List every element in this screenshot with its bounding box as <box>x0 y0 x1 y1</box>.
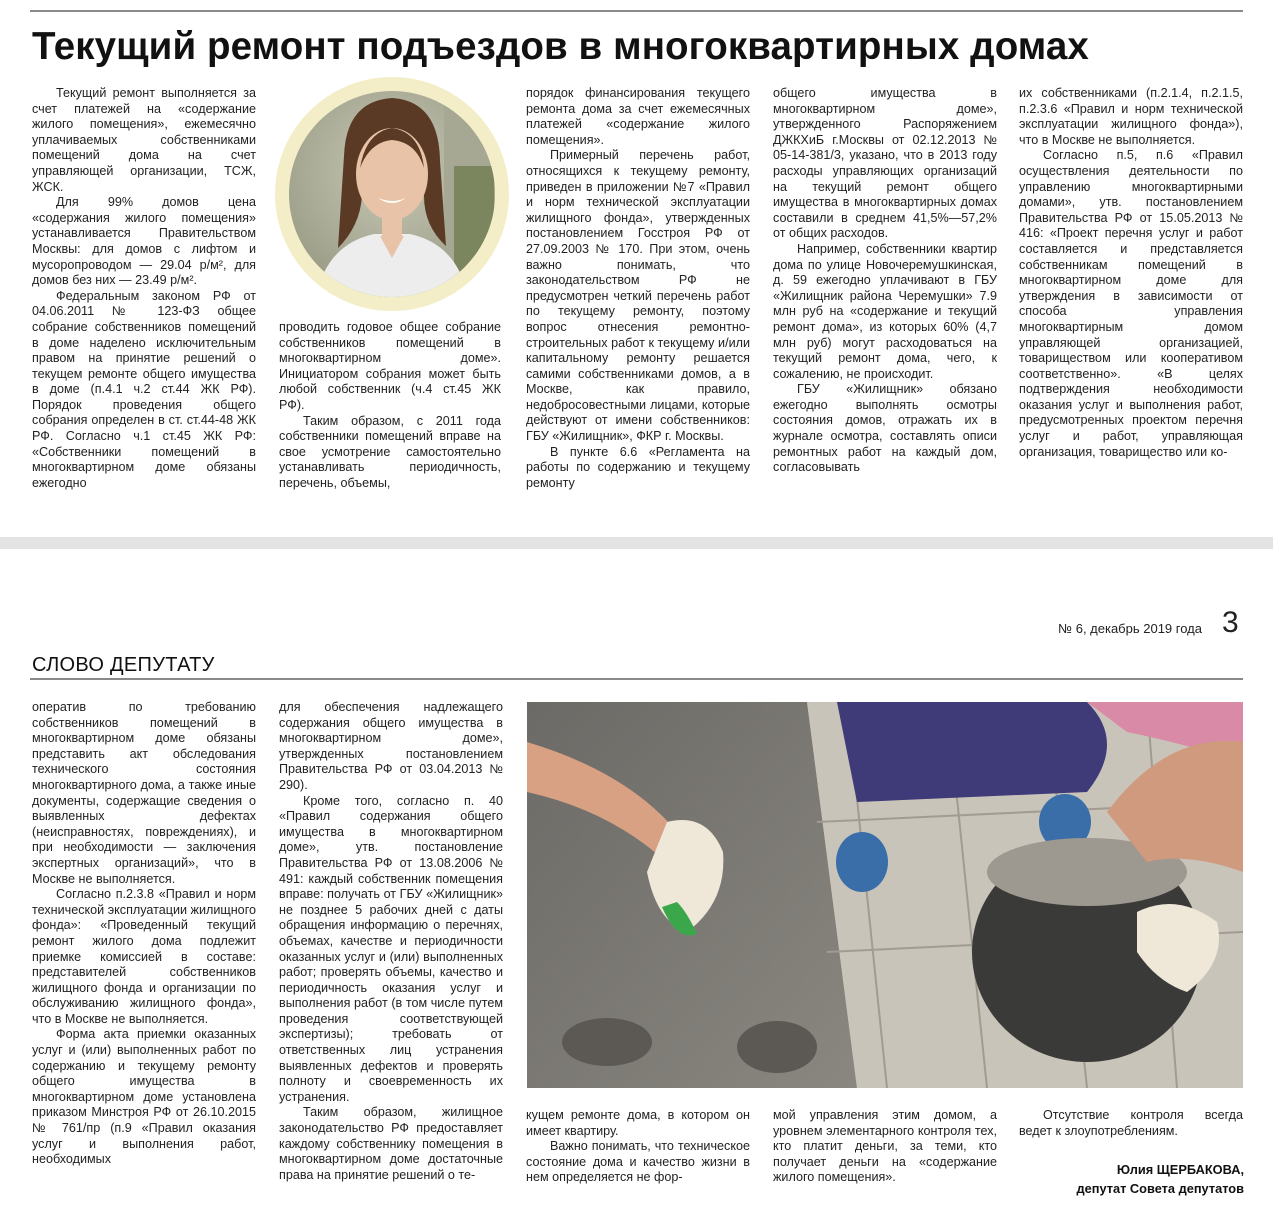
paragraph: Отсутствие контроля всегда ведет к злоупотреблениям. <box>1019 1108 1243 1138</box>
bottom-column-3 <box>526 1108 750 1186</box>
paragraph: их собственниками (п.2.1.4, п.2.1.5, п.2.3.6 «Правил и норм технической эксплуатации жилищного фонда»), что в Москве не выполняется. <box>1019 86 1243 147</box>
top-column-2 <box>279 320 501 492</box>
top-column-1 <box>32 86 256 491</box>
paragraph: оператив по требованию собственников помещений в многоквартирном доме обязаны представить акт обследования технического состояния многоквартирного дома, а также иные документы, содержащие сведения о выявленных дефектах (неисправностях, повреждениях), и при необходимости — заключения экспертных организаций», что в Москве не выполняется. <box>32 700 256 886</box>
paragraph: Федеральным законом РФ от 04.06.2011 № 123-ФЗ общее собрание собственников помещений в доме наделено исключительным правом на принятие решений о текущем ремонте общего имущества в доме (п.4.1 ч.2 ст.44 ЖК РФ). Порядок проведения общего собрания определен в ст. ст.44-48 ЖК РФ. Согласно ч.1 ст.45 ЖК РФ: «Собственники помещений в многоквартирном доме обязаны ежегодно <box>32 288 256 490</box>
bottom-column-1 <box>32 700 256 1168</box>
paragraph: кущем ремонте дома, в котором он имеет квартиру. <box>526 1108 750 1138</box>
paragraph: Согласно п.5, п.6 «Правил осуществления деятельности по управлению многоквартирными домами», утв. постановлением Правительства РФ от 15.05.2013 № 416: «Проект перечня услуг и работ составляется и представляется собственникам помещений в многоквартирном доме для утверждения в зависимости от способа управления многоквартирным домом управляющей организацией, товариществом или кооперативом соответственно». «В целях подтверждения необходимости оказания услуг и выполнения работ, предусмотренных проектом перечня услуг и работ, управляющая организация, товарищество или ко- <box>1019 148 1243 459</box>
top-column-3 <box>526 86 750 491</box>
paragraph: Для 99% домов цена «содержания жилого помещения» устанавливается Правительством Москвы: для домов с лифтом и мусоропроводом — 29.04 р/м², для домов без них — 23.49 р/м². <box>32 195 256 288</box>
author-role: депутат Совета депутатов <box>1076 1181 1244 1196</box>
paragraph: Таким образом, жилищное законодательство РФ предоставляет каждому собственнику помещения в многоквартирном доме достаточные права на принятие решений о те- <box>279 1105 503 1182</box>
paragraph: для обеспечения надлежащего содержания общего имущества в многоквартирном доме», утвержденных постановлением Правительства РФ от 03.04.2013 № 290). <box>279 700 503 792</box>
paragraph: проводить годовое общее собрание собственников помещений в многоквартирном доме». Инициатором собрания может быть любой собственник (ч.4 ст.45 ЖК РФ). <box>279 320 501 412</box>
paragraph: Примерный перечень работ, относящихся к текущему ремонту, приведен в приложении №7 «Правил и норм технической эксплуатации жилищного фонда», утвержденных постановлением Госстроя РФ от 27.09.2003 № 170. При этом, очень важно понимать, что законодательством РФ не предусмотрен четкий перечень работ по текущему ремонту, поэтому вопрос отнесения ремонтно-строительных работ к текущему и/или капитальному ремонту решается самими собственниками домов, а в Москве, как правило, недобросовестными лицами, которые действуют от имени собственников: ГБУ «Жилищник», ФКР г. Москвы. <box>526 148 750 444</box>
top-column-4 <box>773 86 997 476</box>
paragraph: Форма акта приемки оказанных услуг и (или) выполненных работ по содержанию и текущему ремонту общего имущества в многоквартирном доме установлена приказом Минстроя РФ от 26.10.2015 № 761/пр (п.9 «Правил оказания услуг и выполнения работ, необходимых <box>32 1027 256 1167</box>
bottom-column-2 <box>279 700 503 1183</box>
repair-work-photo <box>527 702 1243 1088</box>
paragraph: Важно понимать, что техническое состояние дома и качество жизни в нем определяется не фор- <box>526 1139 750 1185</box>
issue-label: № 6, декабрь 2019 года <box>1058 621 1202 636</box>
paragraph: общего имущества в многоквартирном доме», утвержденного Распоряжением ДЖКХиБ г.Москвы от 02.12.2013 № 05-14-381/3, указано, что в 2013 году расходы управляющих организаций на текущий ремонт общего имущества в многоквартирных домах составили в среднем 41,5%—57,2% от общих расходов. <box>773 86 997 241</box>
paragraph: Согласно п.2.3.8 «Правил и норм технической эксплуатации жилищного фонда»: «Проведенный текущий ремонт жилого дома подлежит приемке комиссией в составе: представителей собственников жилищного фонда и организации по обслуживанию жилищного фонда», что в Москве не выполняется. <box>32 887 257 1026</box>
page-separator <box>0 537 1273 549</box>
paragraph: Например, собственники квартир дома по улице Новочеремушкинская, д. 59 ежегодно уплачивают в ГБУ «Жилищник района Черемушки» 7.9 млн руб на «содержание и текущий ремонт дома», из которых 60% (4,7 млн руб) могут расходоваться на текущий ремонт дома, чего, к сожалению, не происходит. <box>773 241 997 381</box>
bottom-column-4 <box>773 1108 997 1186</box>
paragraph: мой управления этим домом, а уровнем элементарного контроля тех, кто платит деньги, за теми, кто получает деньги на «содержание жилого помещения». <box>773 1108 997 1185</box>
bottom-column-5 <box>1019 1108 1243 1139</box>
photo-image <box>527 702 1243 1088</box>
author-name: Юлия ЩЕРБАКОВА, <box>1116 1162 1244 1177</box>
top-rule <box>30 10 1243 12</box>
paragraph: Кроме того, согласно п. 40 «Правил содержания общего имущества в многоквартирном доме», утв. постановление Правительства РФ от 13.08.2006 № 491: каждый собственник помещения вправе: получать от ГБУ «Жилищник» не позднее 5 рабочих дней с даты обращения информацию о перечнях, объемах, качестве и периодичности оказанных услуг и (или) выполненных работ; проверять объемы, качество и периодичность оказания услуг и выполнения работ (в том числе путем проведения соответствующей экспертизы); требовать от ответственных лиц устранения выявленных дефектов и проверять полноту и своевременность их устранения. <box>279 793 503 1104</box>
paragraph: Текущий ремонт выполняется за счет платежей на «содержание жилого помещения», ежемесячно уплачиваемых собственниками помещений дома на счет управляющей организации, ТСЖ, ЖСК. <box>32 86 256 194</box>
headline: Текущий ремонт подъездов в многоквартирных домах <box>32 25 1089 68</box>
paragraph: В пункте 6.6 «Регламента на работы по содержанию и текущему ремонту <box>526 444 750 490</box>
section-title: СЛОВО ДЕПУТАТУ <box>32 654 215 676</box>
paragraph: Таким образом, с 2011 года собственники помещений вправе на свое усмотрение самостоятельно устанавливать периодичность, перечень, объемы, <box>279 413 501 490</box>
top-column-5 <box>1019 86 1243 460</box>
page-number: 3 <box>1222 606 1239 639</box>
paragraph: порядок финансирования текущего ремонта дома за счет ежемесячных платежей «содержание жилого помещения». <box>526 86 750 147</box>
portrait-image <box>274 76 510 312</box>
author-portrait <box>274 76 510 312</box>
paragraph: ГБУ «Жилищник» обязано ежегодно выполнять осмотры состояния домов, отражать их в журнале осмотра, составлять описи ремонтных работ на каждый дом, согласовывать <box>773 382 997 475</box>
section-rule <box>30 678 1243 680</box>
